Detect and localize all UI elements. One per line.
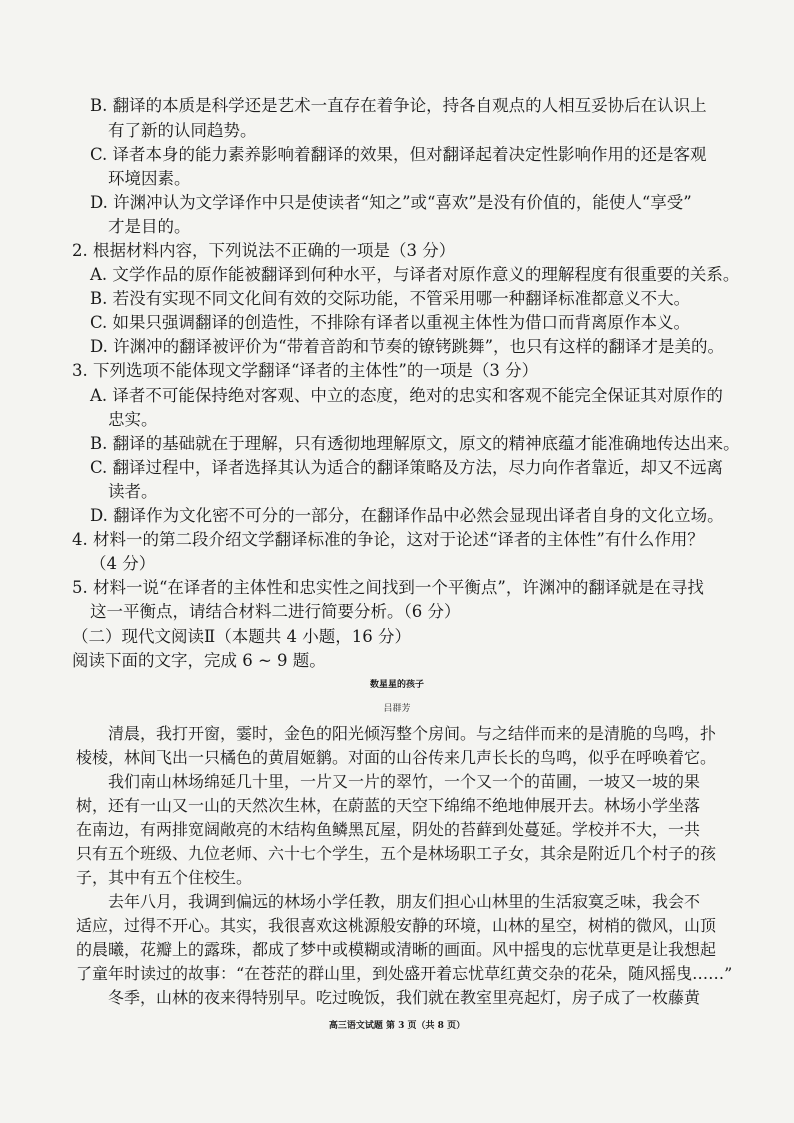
q1-option-c-line2: 环境因素。	[108, 169, 191, 188]
section2-instruction: 阅读下面的文字，完成 6 ~ 9 题。	[72, 651, 326, 670]
article-line: 棱棱，林间飞出一只橘色的黄眉姬鹟。对面的山谷传来几声长长的鸟鸣，似乎在呼唤着它。	[76, 748, 717, 767]
article-line: 在南边，有两排宽阔敞亮的木结构鱼鳞黑瓦屋，阴处的苔藓到处蔓延。学校并不大，一共	[76, 820, 701, 839]
q5-line1: 5. 材料一说“在译者的主体性和忠实性之间找到一个平衡点”，许渊冲的翻译就是在寻找	[72, 578, 704, 597]
q1-option-d-line2: 才是目的。	[108, 217, 191, 236]
q3-stem: 3. 下列选项不能体现文学翻译“译者的主体性”的一项是（3 分）	[72, 361, 539, 380]
article-line: 只有五个班级、九位老师、六十七个学生，五个是林场职工子女，其余是附近几个村子的孩	[76, 844, 717, 863]
article-line: 清晨，我打开窗，霎时，金色的阳光倾泻整个房间。与之结伴而来的是清脆的鸟鸣，扑	[108, 724, 717, 743]
q3-option-d: D. 翻译作为文化密不可分的一部分，在翻译作品中必然会显现出译者自身的文化立场。	[90, 506, 724, 525]
article-line: 适应，过得不开心。其实，我很喜欢这桃源般安静的环境，山林的星空，树梢的微风，山顶	[76, 916, 717, 935]
article-line: 子，其中有五个住校生。	[76, 868, 253, 887]
q2-stem: 2. 根据材料内容，下列说法不正确的一项是（3 分）	[72, 241, 456, 260]
q3-option-a-line2: 忠实。	[108, 410, 158, 429]
q1-option-b-line2: 有了新的认同趋势。	[108, 121, 257, 140]
q2-option-c: C. 如果只强调翻译的创造性，不排除有译者以重视主体性为借口而背离原作本义。	[90, 313, 691, 332]
page-footer: 高三语文试题 第 3 页（共 8 页）	[328, 1021, 466, 1031]
q5-line2: 这一平衡点，请结合材料二进行简要分析。（6 分）	[90, 602, 461, 621]
section2-heading: （二）现代文阅读Ⅱ（本题共 4 小题，16 分）	[72, 627, 411, 646]
q1-option-b-line1: B. 翻译的本质是科学还是艺术一直存在着争论，持各自观点的人相互妥协后在认识上	[90, 96, 707, 115]
q4-line1: 4. 材料一的第二段介绍文学翻译标准的争论，这对于论述“译者的主体性”有什么作用？	[72, 530, 704, 549]
article-line: 的晨曦，花瓣上的露珠，都成了梦中或模糊或清晰的画面。风中摇曳的忘忧草更是让我想起	[76, 940, 717, 959]
q3-option-c-line2: 读者。	[108, 482, 158, 501]
q2-option-d: D. 许渊冲的翻译被评价为“带着音韵和节奏的镣铐跳舞”，也只有这样的翻译才是美的。	[90, 337, 725, 356]
q2-option-a: A. 文学作品的原作能被翻译到何种水平，与译者对原作意义的理解程度有很重要的关系。	[90, 265, 740, 284]
q3-option-b: B. 翻译的基础就在于理解，只有透彻地理解原文，原文的精神底蕴才能准确地传达出来。	[90, 434, 740, 453]
q1-option-d-line1: D. 许渊冲认为文学译作中只是使读者“知之”或“喜欢”是没有价值的，能使人“享受”	[90, 193, 692, 212]
q3-option-a-line1: A. 译者不可能保持绝对客观、中立的态度，绝对的忠实和客观不能完全保证其对原作的	[90, 386, 723, 405]
article-line: 了童年时读过的故事：“在苍茫的群山里，到处盛开着忘忧草红黄交杂的花朵，随风摇曳……”	[76, 964, 733, 983]
q4-line2: （4 分）	[90, 554, 156, 573]
article-line: 冬季，山林的夜来得特别早。吃过晚饭，我们就在教室里亮起灯，房子成了一枚藤黄	[108, 988, 701, 1007]
article-line: 树，还有一山又一山的天然次生林，在蔚蓝的天空下绵绵不绝地伸展开去。林场小学坐落	[76, 796, 701, 815]
q3-option-c-line1: C. 翻译过程中，译者选择其认为适合的翻译策略及方法，尽力向作者靠近，却又不远离	[90, 458, 724, 477]
q2-option-b: B. 若没有实现不同文化间有效的交际功能，不管采用哪一种翻译标准都意义不大。	[90, 289, 691, 308]
article-line: 去年八月，我调到偏远的林场小学任教，朋友们担心山林里的生活寂寞乏味，我会不	[108, 892, 701, 911]
q1-option-c-line1: C. 译者本身的能力素养影响着翻译的效果，但对翻译起着决定性影响作用的还是客观	[90, 145, 707, 164]
article-author: 吕群芳	[383, 704, 411, 714]
article-line: 我们南山林场绵延几十里，一片又一片的翠竹，一个又一个的苗圃，一坡又一坡的果	[108, 772, 701, 791]
article-title: 数星星的孩子	[369, 680, 424, 690]
